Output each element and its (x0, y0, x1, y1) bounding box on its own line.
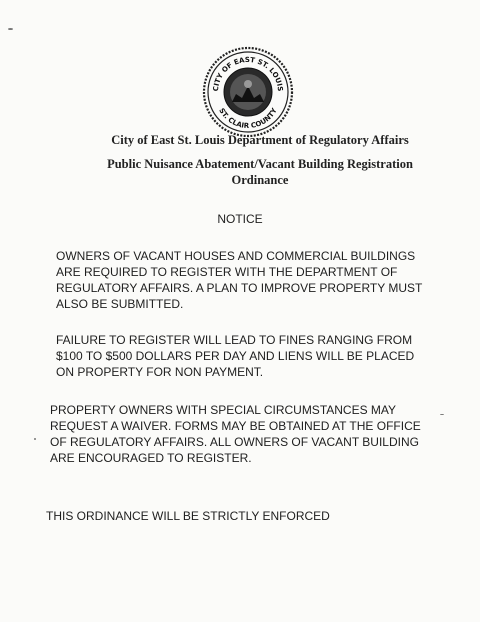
ordinance-heading (60, 156, 460, 188)
scan-speck (8, 28, 13, 30)
department-heading: City of East St. Louis Department of Regulatory Affairs (111, 133, 409, 147)
svg-text:ST. CLAIR COUNTY: ST. CLAIR COUNTY (217, 106, 279, 131)
ordinance-title-line2: Ordinance (231, 173, 289, 187)
scan-speck (34, 438, 36, 440)
city-seal-icon (202, 46, 294, 138)
waiver-paragraph: PROPERTY OWNERS WITH SPECIAL CIRCUMSTANCES MAY REQUEST A WAIVER. FORMS MAY BE OBTAINED AT THE OFFICE OF REGULATORY AFFAIRS. ALL OWNERS OF VACANT BUILDING ARE ENCOURAGED TO REGISTER. (50, 403, 421, 465)
enforcement-paragraph: THIS ORDINANCE WILL BE STRICTLY ENFORCED (46, 509, 330, 523)
notice-title: NOTICE (217, 212, 263, 226)
fines-paragraph: FAILURE TO REGISTER WILL LEAD TO FINES RANGING FROM $100 TO $500 DOLLARS PER DAY AND LIENS WILL BE PLACED ON PROPERTY FOR NON PAYMENT. (56, 333, 415, 379)
svg-text:CITY OF EAST ST. LOUIS: CITY OF EAST ST. LOUIS (211, 55, 285, 92)
scan-speck (440, 414, 444, 415)
ordinance-title-line1: Public Nuisance Abatement/Vacant Building Registration (107, 157, 413, 171)
registration-requirement-paragraph: OWNERS OF VACANT HOUSES AND COMMERCIAL BUILDINGS ARE REQUIRED TO REGISTER WITH THE DEPARTMENT OF REGULATORY AFFAIRS. A PLAN TO IMPROVE PROPERTY MUST ALSO BE SUBMITTED. (56, 249, 423, 311)
